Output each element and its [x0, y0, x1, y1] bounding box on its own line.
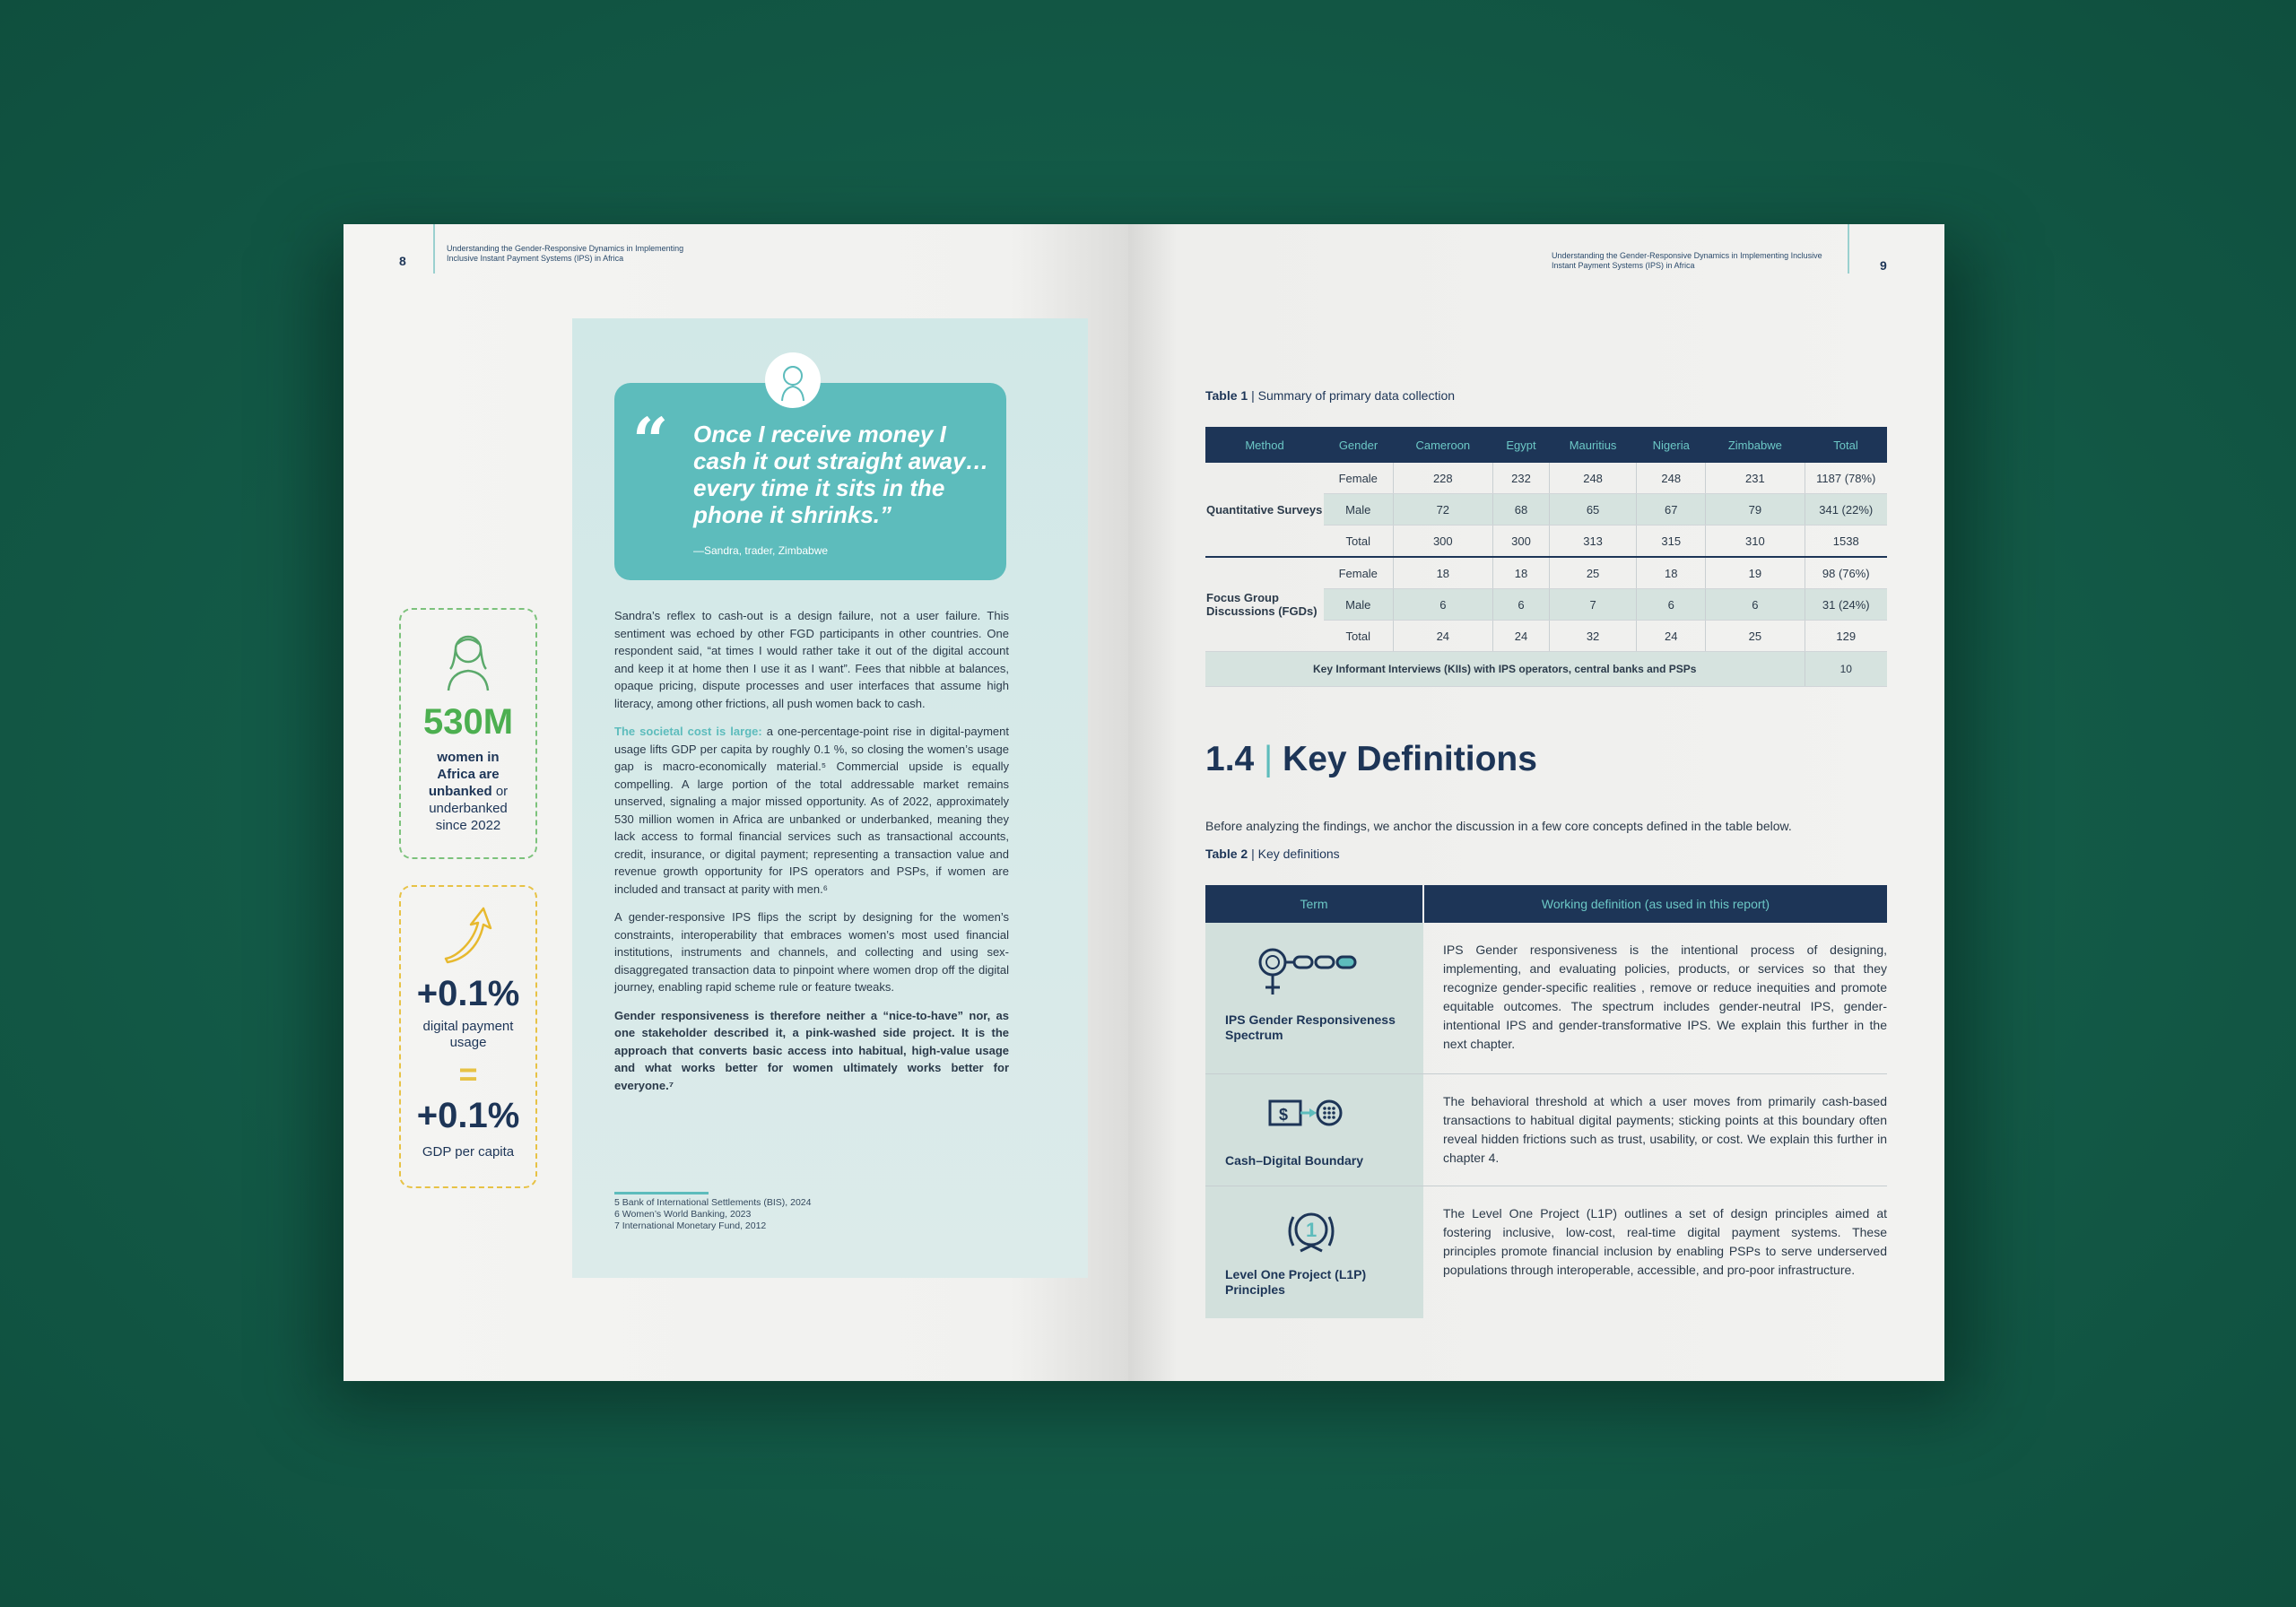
table-cell: 98 (76%)	[1805, 557, 1887, 589]
quote-mark-icon: “	[632, 404, 669, 478]
term-name: IPS Gender Responsiveness Spectrum	[1225, 1012, 1396, 1042]
stat-line: since 2022	[435, 818, 501, 833]
table-cell: 25	[1706, 621, 1805, 652]
table-cell: 1538	[1805, 526, 1887, 558]
table-cell: 6	[1493, 589, 1550, 621]
page-number: 9	[1880, 258, 1887, 273]
footnote: 6 Women’s World Banking, 2023	[614, 1209, 752, 1220]
table-cell: 300	[1493, 526, 1550, 558]
running-header: Understanding the Gender-Responsive Dynamics in Implementing Inclusive Instant Payment Systems (IPS) in Africa	[1552, 251, 1822, 270]
table-row	[1205, 652, 1887, 687]
column-header: Mauritius	[1549, 427, 1636, 463]
woman-icon	[765, 352, 821, 408]
method-cell: Focus Group Discussions (FGDs)	[1205, 557, 1324, 652]
woman-icon	[443, 630, 493, 692]
paragraph: A gender-responsive IPS flips the script by designing for the women’s constraints, interoperability that embraces women’s most used financial institutions, instruments and channels, and collecting and using sex-disaggregated transaction data to pinpoint where women drop off the digital journey, enabling rapid scheme rule or feature tweaks.	[614, 910, 1009, 994]
section-title: Key Definitions	[1283, 740, 1537, 778]
footnotes	[614, 1197, 883, 1232]
table-cell: 18	[1493, 557, 1550, 589]
term-name: Cash–Digital Boundary	[1225, 1152, 1364, 1168]
table-row	[1205, 923, 1887, 1073]
table-cell: 228	[1393, 463, 1493, 494]
gender-cell: Male	[1324, 494, 1393, 526]
table-cell: 67	[1637, 494, 1706, 526]
table-cell: 248	[1637, 463, 1706, 494]
up-arrow-icon	[437, 903, 500, 966]
table-row	[1205, 463, 1887, 494]
caption-label: Table 1	[1205, 388, 1248, 403]
table-cell: 79	[1706, 494, 1805, 526]
level-one-badge-icon	[1284, 1204, 1338, 1258]
table-cell: 313	[1549, 526, 1636, 558]
table-cell: 232	[1493, 463, 1550, 494]
section-separator: |	[1254, 740, 1283, 778]
gender-cell: Female	[1324, 463, 1393, 494]
table-cell: 6	[1637, 589, 1706, 621]
table-cell: 248	[1549, 463, 1636, 494]
table2-caption	[1205, 847, 1340, 861]
quote-attribution: —Sandra, trader, Zimbabwe	[693, 544, 829, 557]
table-cell: 25	[1549, 557, 1636, 589]
term-name: Level One Project (L1P) Principles	[1225, 1266, 1367, 1297]
table-cell: 24	[1493, 621, 1550, 652]
data-collection-table	[1205, 427, 1887, 687]
table-cell: 24	[1393, 621, 1493, 652]
kii-value: 10	[1805, 652, 1887, 687]
stat-label: GDP per capita	[422, 1144, 515, 1160]
table-cell: 18	[1637, 557, 1706, 589]
paragraph: Sandra’s reflex to cash-out is a design failure, not a user failure. This sentiment was echoed by other FGD participants in other countries. One respondent said, “at times I would rather take it out of the digital account and keep it at home then I use it as I want”. Fees that nibble at balances, opaque pricing, dispute processes and user interfaces that assume high literacy, among other frictions, all push women back to cash.	[614, 609, 1009, 710]
table-cell: 315	[1637, 526, 1706, 558]
table-cell: 72	[1393, 494, 1493, 526]
right-page	[1128, 224, 1944, 1381]
method-cell: Quantitative Surveys	[1205, 463, 1324, 557]
table-cell: 32	[1549, 621, 1636, 652]
stat-line: Africa are	[437, 767, 500, 782]
column-header: Working definition (as used in this report)	[1423, 885, 1887, 923]
intro-text: Before analyzing the findings, we anchor the discussion in a few core concepts defined in the table below.	[1205, 819, 1792, 833]
column-header: Total	[1805, 427, 1887, 463]
paragraph: Gender responsiveness is therefore neither a “nice-to-have” nor, as one stakeholder described it, a pink-washed side project. It is the approach that converts basic access into habitual, high-value usage and what works better for women ultimately works better for everyone.⁷	[614, 1008, 1009, 1092]
table-cell: 1187 (78%)	[1805, 463, 1887, 494]
table-row	[1205, 1186, 1887, 1318]
stat-or: or	[491, 784, 509, 799]
table-cell: 19	[1706, 557, 1805, 589]
gender-spectrum-icon	[1255, 941, 1380, 1000]
column-header: Gender	[1324, 427, 1393, 463]
definition-cell: The Level One Project (L1P) outlines a set of design principles aimed at fostering inclusive, low-cost, real-time digital payment systems. These principles promote financial inclusion by enabling PSPs to serve underserved populations through interoperable, accessible, and pro-poor infrastructure.	[1443, 1205, 1887, 1277]
table-row	[1205, 1073, 1887, 1186]
kii-label: Key Informant Interviews (KIIs) with IPS operators, central banks and PSPs	[1205, 652, 1805, 687]
footnote: 5 Bank of International Settlements (BIS), 2024	[614, 1197, 812, 1208]
stat-box-gdp	[399, 885, 537, 1188]
running-header: Understanding the Gender-Responsive Dynamics in Implementing Inclusive Instant Payment Systems (IPS) in Africa	[447, 244, 684, 263]
content-panel	[572, 318, 1088, 1278]
quote-card	[614, 383, 1006, 580]
table-cell: 6	[1393, 589, 1493, 621]
svg-text:$: $	[1279, 1105, 1289, 1124]
table-row	[1205, 557, 1887, 589]
caption-label: Table 2	[1205, 847, 1248, 861]
table-cell: 341 (22%)	[1805, 494, 1887, 526]
stat-value: +0.1%	[416, 1096, 520, 1135]
section-heading	[1205, 740, 1537, 779]
column-header: Method	[1205, 427, 1324, 463]
column-header: Nigeria	[1637, 427, 1706, 463]
footnote: 7 International Monetary Fund, 2012	[614, 1220, 767, 1231]
stat-line: women in	[437, 750, 500, 765]
table-cell: 231	[1706, 463, 1805, 494]
definition-cell: The behavioral threshold at which a user moves from primarily cash-based transactions to habitual digital payments; sticking points at this boundary often reveal hidden frictions such as trust, usability, or cost. We explain this further in chapter 4.	[1423, 1073, 1887, 1186]
stat-value: +0.1%	[416, 974, 520, 1013]
header-divider	[433, 224, 435, 274]
table-cell: 7	[1549, 589, 1636, 621]
section-number: 1.4	[1205, 740, 1255, 778]
term-cell	[1205, 923, 1423, 1073]
gender-cell: Male	[1324, 589, 1393, 621]
stat-value: 530M	[422, 702, 514, 742]
table-cell: 65	[1549, 494, 1636, 526]
table-cell: 68	[1493, 494, 1550, 526]
term-cell	[1205, 1073, 1423, 1186]
equals-sign: =	[458, 1055, 478, 1092]
table-cell: 310	[1706, 526, 1805, 558]
table-cell: 24	[1637, 621, 1706, 652]
left-page	[344, 224, 1128, 1381]
body-text	[614, 607, 1009, 1105]
table1-caption	[1205, 388, 1455, 403]
table-header-row	[1205, 427, 1887, 463]
caption-text: | Summary of primary data collection	[1248, 388, 1456, 403]
column-header: Egypt	[1493, 427, 1550, 463]
definitions-table	[1205, 885, 1887, 1318]
table-header-row	[1205, 885, 1887, 923]
definition-cell: IPS Gender responsiveness is the intentional process of designing, implementing, and evaluating policies, products, or services so that they recognize gender-specific realities , remove or reduce inequities and promote equitable outcomes. The spectrum includes gender-neutral IPS, gender-intentional IPS and gender-transformative IPS. We explain this further in the next chapter.	[1423, 923, 1887, 1073]
cash-digital-icon	[1266, 1094, 1347, 1139]
stat-line: underbanked	[429, 801, 508, 816]
table-cell: 31 (24%)	[1805, 589, 1887, 621]
table-cell: 6	[1706, 589, 1805, 621]
stat-box-unbanked	[399, 608, 537, 859]
term-cell	[1205, 1186, 1423, 1318]
stat-label: digital payment usage	[422, 1019, 514, 1050]
header-divider	[1848, 224, 1849, 274]
caption-text: | Key definitions	[1248, 847, 1340, 861]
table-cell: 300	[1393, 526, 1493, 558]
quote-text: Once I receive money I cash it out straight away… every time it sits in the phone it shrinks.”	[693, 421, 989, 528]
footnote-rule	[614, 1192, 709, 1194]
column-header: Zimbabwe	[1706, 427, 1805, 463]
highlight-lead: The societal cost is large:	[614, 725, 762, 738]
gender-cell: Total	[1324, 526, 1393, 558]
page-number: 8	[399, 254, 406, 268]
stat-label	[401, 749, 535, 834]
svg-text:1: 1	[1306, 1218, 1318, 1241]
paragraph-text: a one-percentage-point rise in digital-payment usage lifts GDP per capita by roughly 0.1 %, so closing the women’s usage gap is macro-economically material.⁵ Commercial upside is equally compelling. A large portion of the total addressable market remains unserved, signaling a major missed opportunity. As of 2022, approximately 530 million women in Africa are unbanked or underbanked, meaning they lack access to formal financial services such as transactional accounts, credit, insurance, or digital payment; representing a transaction value and revenue growth opportunity for IPS operators and PSPs, if women are included and transact at parity with men.⁶	[614, 725, 1009, 896]
table-cell: 18	[1393, 557, 1493, 589]
gender-cell: Total	[1324, 621, 1393, 652]
column-header: Term	[1205, 885, 1423, 923]
avatar	[765, 352, 821, 408]
paragraph	[614, 723, 1009, 898]
column-header: Cameroon	[1393, 427, 1493, 463]
gender-cell: Female	[1324, 557, 1393, 589]
table-cell: 129	[1805, 621, 1887, 652]
stat-bold: unbanked	[428, 784, 492, 799]
